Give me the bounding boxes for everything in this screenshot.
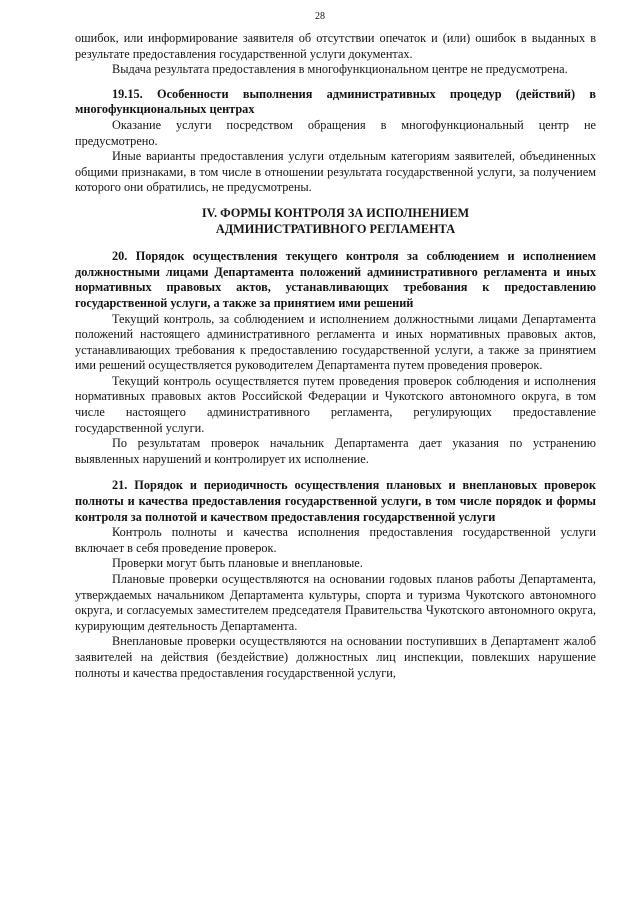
- paragraph-inspection-results: По результатам проверок начальник Департамента дает указания по устранению выявленных нарушений и контролирует их исполнение.: [75, 436, 596, 466]
- page-number: 28: [315, 11, 325, 22]
- chapter-title-line-2: АДМИНИСТРАТИВНОГО РЕГЛАМЕНТА: [215, 221, 456, 236]
- section-heading-21: 21. Порядок и периодичность осуществления плановых и внеплановых проверок полноты и качества предоставления государственной услуги, в том числе порядок и формы контроля за полнотой и качеством предоставления государственной услуги: [75, 478, 596, 524]
- paragraph-mfc-not-provided: Оказание услуги посредством обращения в многофункциональный центр не предусмотрено.: [75, 117, 596, 148]
- paragraph-quality-control: Контроль полноты и качества исполнения предоставления государственной услуги включает в себя проведение проверок.: [75, 525, 596, 555]
- paragraph-inspection-types: Проверки могут быть плановые и внеплановые.: [112, 556, 363, 571]
- paragraph-mfc-result: Выдача результата предоставления в многофункциональном центре не предусмотрена.: [112, 62, 568, 77]
- document-body: [75, 31, 596, 681]
- paragraph-planned-inspections: Плановые проверки осуществляются на основании годовых планов работы Департамента, утверждаемых начальником Департамента культуры, спорта и туризма Чукотского автономного округа, и согласуемых заместителем председателя Правительства Чукотского автономного округа, курирующим деятельность Департамента.: [75, 572, 596, 633]
- paragraph-unplanned-inspections: Внеплановые проверки осуществляются на основании поступивших в Департамент жалоб заявителей на действия (бездействие) должностных лиц инспекции, повлекших нарушение полноты и качества предоставления государственной услуги,: [75, 634, 596, 680]
- chapter-title-line-1: IV. ФОРМЫ КОНТРОЛЯ ЗА ИСПОЛНЕНИЕМ: [201, 205, 470, 220]
- section-heading-20: 20. Порядок осуществления текущего контроля за соблюдением и исполнением должностными лицами Департамента положений административного регламента и иных нормативных правовых актов, устанавливающих требования к предоставлению государственной услуги, а также за принятием ими решений: [75, 249, 596, 310]
- section-heading-19-15: 19.15. Особенности выполнения административных процедур (действий) в многофункциональных центрах: [75, 86, 596, 117]
- paragraph-current-control: Текущий контроль, за соблюдением и исполнением должностными лицами Департамента положений настоящего административного регламента и иных нормативных правовых актов, устанавливающих требования к предоставлению государственной услуги, а также за принятием ими решений осуществляется руководителем Департамента путем проведения проверок.: [75, 311, 596, 373]
- paragraph-current-control-method: Текущий контроль осуществляется путем проведения проверок соблюдения и исполнения нормативных правовых актов Российской Федерации и Чукотского автономного округа, в том числе настоящего административного регламента, регулирующих предоставление государственной услуги.: [75, 373, 596, 435]
- paragraph-continuation: ошибок, или информирование заявителя об отсутствии опечаток и (или) ошибок в выданных в результате предоставления государственной услуги документах.: [75, 31, 596, 61]
- paragraph-other-options: Иные варианты предоставления услуги отдельным категориям заявителей, объединенных общими признаками, в том числе в отношении результата государственной услуги, за получением которого они обратились, не предусмотрены.: [75, 149, 596, 195]
